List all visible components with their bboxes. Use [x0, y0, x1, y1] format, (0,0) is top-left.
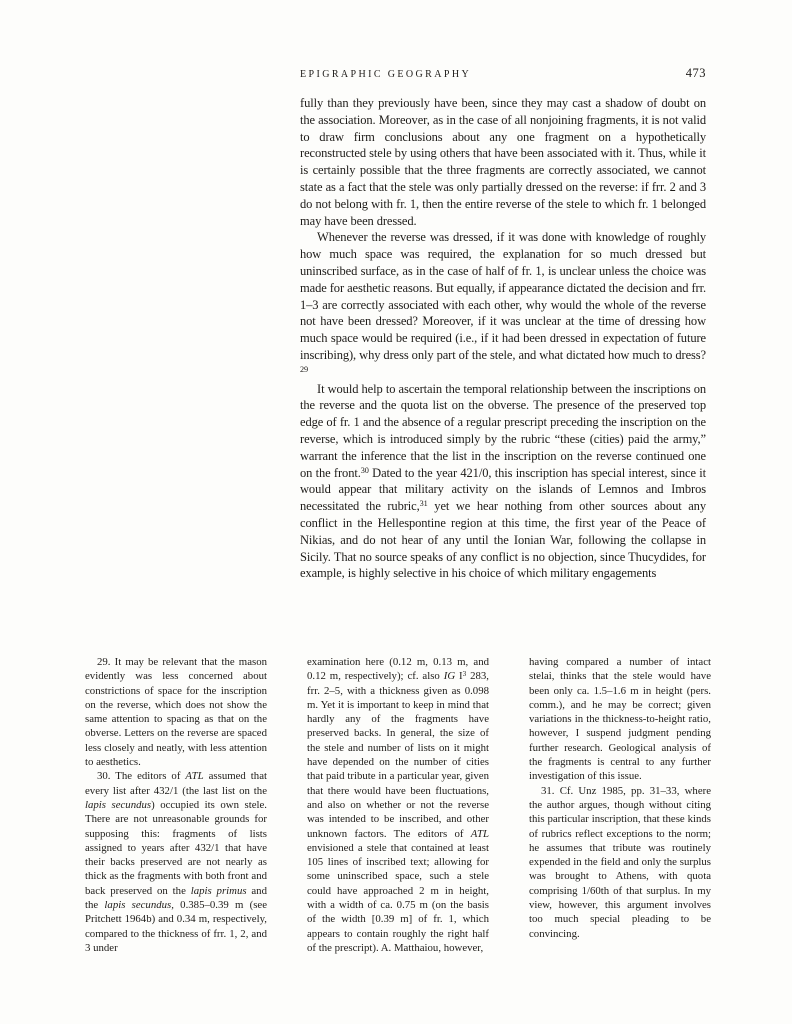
italic-text: lapis secundus	[85, 798, 152, 811]
footnote-paragraph: 30. The editors of ATL assumed that every list after 432/1 (the last list on the lapis secundus) occupied its own stele. There are not unreasonable grounds for supposing this: fragments of lists assigned to years after 432/1 that have their backs preserved are not nearly as thick as the fragments with both front and back preserved on the lapis primus and the lapis secundus, 0.385–0.39 m (see Pritchett 1964b) and 0.34 m, respectively, compared to the thickness of frr. 1, 2, and 3 under	[85, 770, 267, 954]
footnote-paragraph: examination here (0.12 m, 0.13 m, and 0.12 m, respectively); cf. also IG $I^3$ 283, frr. 2–5, with a thickness given as 0.098 m. Yet it is important to keep in mind that hardly any of the fragments have preserved backs. In general, the size of the stele and number of lists on it might have depended on the number of cities that paid tribute in a particular year, given that there would have been fluctuations, and also on whether or not the reverse was intended to be inscribed, and other unknown factors. The editors of ATL envisioned a stele that contained at least 105 lines of inscribed text; allowing for some uninscribed space, such a stele could have approached 2 m in height, with a width of ca. 0.75 m (on the basis of the width [0.39 m] of fr. 1, which appears to contain roughly the right half of the prescript). A. Matthaiou, however,	[307, 656, 489, 954]
main-text-column	[300, 95, 706, 582]
running-head	[300, 66, 706, 81]
footnote-paragraph: 29. It may be relevant that the mason evidently was less concerned about constrictions of space for the inscription on the reverse, which does not show the same attention to spacing as that on the obverse. Letters on the reverse are spaced less closely and neatly, with less attention to aesthetics.	[85, 656, 267, 769]
italic-text: IG	[443, 670, 456, 683]
footnote-column	[529, 655, 711, 955]
footnote-reference: 29	[300, 365, 309, 375]
footnote-reference: 31	[419, 499, 428, 509]
body-paragraph: fully than they previously have been, since they may cast a shadow of doubt on the association. Moreover, as in the case of all nonjoining fragments, it is not valid to draw firm conclusions about any one fragment on a hypothetically reconstructed stele by using others that have been associated with it. Thus, while it is certainly possible that the three fragments are correctly associated, we cannot state as a fact that the stele was only partially dressed on the reverse: if frr. 2 and 3 do not belong with fr. 1, then the entire reverse of the stele to which fr. 1 belonged may have been dressed.	[300, 96, 706, 228]
footnote-reference: 30	[360, 465, 369, 475]
body-paragraph: Whenever the reverse was dressed, if it was done with knowledge of roughly how much space was required, the explanation for so much dressed but uninscribed surface, as in the case of half of fr. 1, is unclear unless the choice was made for aesthetic reasons. But equally, if appearance dictated the decision and frr. 1–3 are correctly associated with each other, why would the whole of the reverse not have been dressed? Moreover, if it was unclear at the time of dressing how much space would be required (i.e., if it had been dressed in expectation of future inscribing), why dress only part of the stele, and what dictated how much to dress?$^{29}$	[300, 230, 706, 375]
footnotes	[85, 655, 711, 955]
footnote-column	[85, 655, 267, 955]
running-head-title: EPIGRAPHIC GEOGRAPHY	[300, 69, 472, 80]
footnote-reference: 3	[462, 670, 467, 679]
italic-text: ATL	[185, 770, 204, 783]
italic-text: ATL	[470, 827, 489, 840]
footnote-paragraph: 31. Cf. Unz 1985, pp. 31–33, where the author argues, though without citing this particular inscription, that these kinds of rubrics reflect exceptions to the norm; he assumes that tribute was routinely expended in the field and only the surplus was brought to Athens, with quota comprising 1/60th of that surplus. In my view, however, this argument involves too much special pleading to be convincing.	[529, 784, 711, 940]
italic-text: lapis primus	[190, 884, 247, 897]
footnote-column	[307, 655, 489, 955]
body-paragraph: It would help to ascertain the temporal relationship between the inscriptions on the reverse and the quota list on the obverse. The presence of the preserved top edge of fr. 1 and the absence of a regular prescript preceding the inscription on the reverse, which is introduced simply by the rubric “these (cities) paid the army,” warrant the inference that the list in the inscription on the reverse continued one on the front.$^{30}$ Dated to the year 421/0, this inscription has special interest, since it would appear that military activity on the islands of Lemnos and Imbros necessitated the rubric,$^{31}$ yet we hear nothing from other sources about any conflict in the Hellespontine region at this time, the first year of the Peace of Nikias, and do not hear of any until the Ionian War, following the collapse in Sicily. That no source speaks of any conflict is no objection, since Thucydides, for example, is highly selective in his choice of which military engagements	[300, 381, 706, 581]
page-number: 473	[685, 66, 706, 80]
footnote-paragraph: having compared a number of intact stelai, thinks that the stele would have been only ca. 1.5–1.6 m in height (pers. comm.), and he may be correct; given variations in the thickness-to-height ratio, however, I suspend judgment pending further research. Geological analysis of the fragments is central to any further investigation of this issue.	[529, 656, 711, 783]
italic-text: lapis secundus,	[104, 899, 174, 912]
